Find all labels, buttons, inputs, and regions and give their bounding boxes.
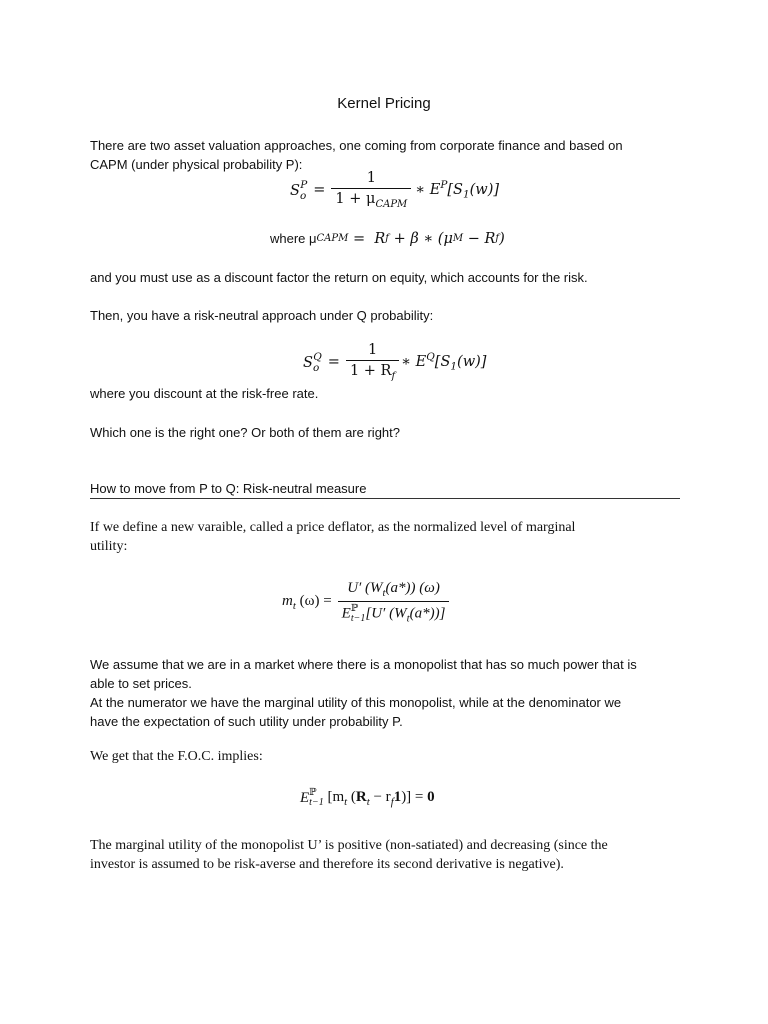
section-divider xyxy=(90,498,680,499)
eq1-fraction xyxy=(331,170,411,210)
para5-line-1: We assume that we are in a market where there is a monopolist that has so much power that is xyxy=(90,657,637,672)
equation-risk-neutral-valuation xyxy=(303,342,486,382)
para5-line-3: At the numerator we have the marginal utility of this monopolist, while at the denominator we xyxy=(90,695,622,710)
eq2-m-sub: M xyxy=(452,233,464,244)
paragraph-risk-free-rate: where you discount at the risk-free rate. xyxy=(90,386,319,401)
paragraph-monopolist xyxy=(90,655,637,731)
eq4-denominator: E ℙ t−1 [U′ $(W_t(a*))$] xyxy=(338,601,450,624)
paragraph-risk-neutral: Then, you have a risk-neutral approach under Q probability: xyxy=(90,308,434,323)
eq2-rf: = R xyxy=(348,230,386,247)
paragraph-foc: We get that the F.O.C. implies: xyxy=(90,749,263,764)
para5-line-4: have the expectation of such utility under probability P. xyxy=(90,714,403,729)
eq5-e-scripts: ℙ t−1 xyxy=(309,787,324,808)
question-text: Which one is the right one? Or both of them are right? xyxy=(90,425,401,440)
eq1-lhs: $S_o^P$ xyxy=(290,178,308,202)
eq5-e: E xyxy=(300,789,310,806)
eq2-close: ) xyxy=(499,230,505,247)
eq1-denominator: $1 + \mu_{CAPM}$ xyxy=(331,188,411,210)
eq4-fraction xyxy=(338,580,450,624)
eq3-numerator: 1 xyxy=(367,342,378,358)
paragraph-price-deflator xyxy=(90,518,575,556)
intro-paragraph xyxy=(90,136,623,174)
eq3-fraction xyxy=(346,342,399,382)
eq2-mu-sub: CAPM xyxy=(316,233,349,244)
eq4-numerator: U′ $(W_t(a*))$ (ω) xyxy=(347,580,440,599)
eq2-rf-sub: f xyxy=(385,233,389,244)
eq2-beta: + β ∗ (μ xyxy=(388,230,453,247)
para5-line-2: able to set prices. xyxy=(90,676,192,691)
eq1-rhs: ∗ $E^P[S_1(w)]$ xyxy=(415,179,500,201)
para7-line-1: The marginal utility of the monopolist U’ is positive (non-satiated) and decreasing (since the xyxy=(90,838,608,853)
intro-line-1: There are two asset valuation approaches, one coming from corporate finance and based on xyxy=(90,138,623,153)
intro-line-2: CAPM (under physical probability P): xyxy=(90,157,303,172)
page-title: Kernel Pricing xyxy=(337,95,431,112)
paragraph-marginal-utility xyxy=(90,836,608,874)
equation-price-deflator xyxy=(282,580,449,624)
eq3-denominator: $1 + R_f$ xyxy=(346,360,399,382)
equation-capm-mu xyxy=(270,229,505,248)
eq2-rf2-sub: f xyxy=(495,233,500,244)
eq5-body: [$m_t$ $(R_t - r_f1)] = 0$ xyxy=(327,788,435,808)
eq1-numerator: 1 xyxy=(366,170,376,186)
paragraph-discount-factor: and you must use as a discount factor the return on equity, which accounts for the risk. xyxy=(90,270,588,285)
eq3-lhs: $S_o^Q$ xyxy=(303,350,322,374)
para7-line-2: investor is assumed to be risk-averse and therefore its second derivative is negative). xyxy=(90,857,564,872)
para4-line-1: If we define a new varaible, called a price deflator, as the normalized level of marginal xyxy=(90,520,576,535)
para4-line-2: utility: xyxy=(90,539,128,554)
eq2-prefix: where μ xyxy=(270,231,317,246)
eq3-rhs: ∗ $E^Q[S_1(w)]$ xyxy=(401,351,487,373)
equation-foc xyxy=(300,788,435,808)
eq3-equals: = xyxy=(327,353,340,370)
eq4-lhs: $m_t$ (ω) = xyxy=(282,592,332,612)
eq1-equals: = xyxy=(313,181,326,198)
eq2-minus: − R xyxy=(463,230,496,247)
equation-capm-valuation xyxy=(290,170,499,210)
section-heading: How to move from P to Q: Risk-neutral measure xyxy=(90,481,367,496)
